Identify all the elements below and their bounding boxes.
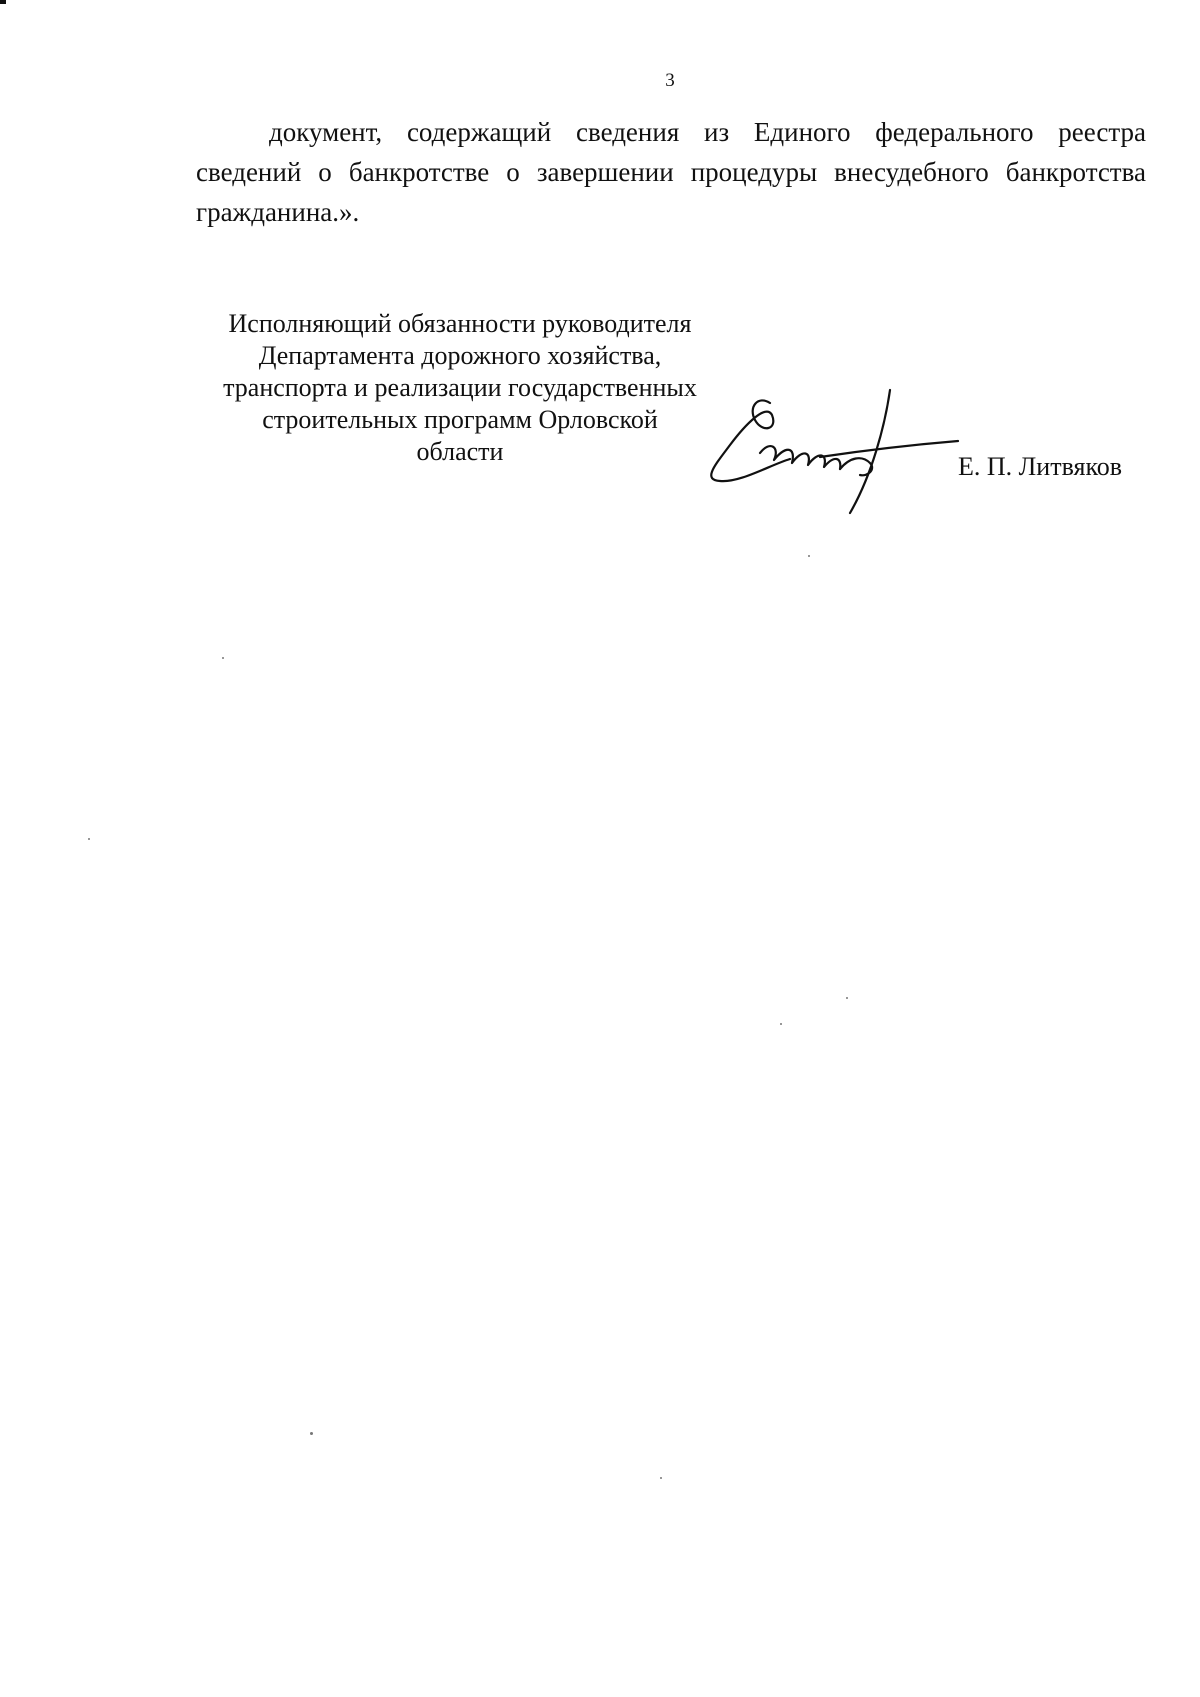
handwritten-signature: [700, 385, 960, 525]
scan-speck: [222, 657, 224, 659]
signer-title-line: транспорта и реализации государственных: [223, 373, 697, 402]
page-number: 3: [665, 70, 675, 91]
signer-title-line: Департамента дорожного хозяйства,: [258, 341, 662, 370]
scan-speck: [808, 555, 810, 557]
signer-title-block: [190, 308, 730, 468]
scan-speck: [88, 838, 90, 840]
scan-speck: [310, 1432, 313, 1435]
scan-speck: [660, 1477, 662, 1479]
signer-title-line: области: [416, 437, 504, 466]
body-paragraph: документ, содержащий сведения из Единого федерального реестра сведений о банкротстве о завершении процедуры внесудебного банкротства гражданина.».: [196, 117, 1146, 227]
signer-title-line: Исполняющий обязанности руководителя: [228, 309, 692, 338]
signer-name: Е. П. Литвяков: [958, 452, 1123, 481]
scan-speck: [780, 1023, 782, 1025]
scan-speck: [846, 997, 848, 999]
signer-title-line: строительных программ Орловской: [262, 405, 658, 434]
scan-edge-mark: [0, 0, 6, 4]
